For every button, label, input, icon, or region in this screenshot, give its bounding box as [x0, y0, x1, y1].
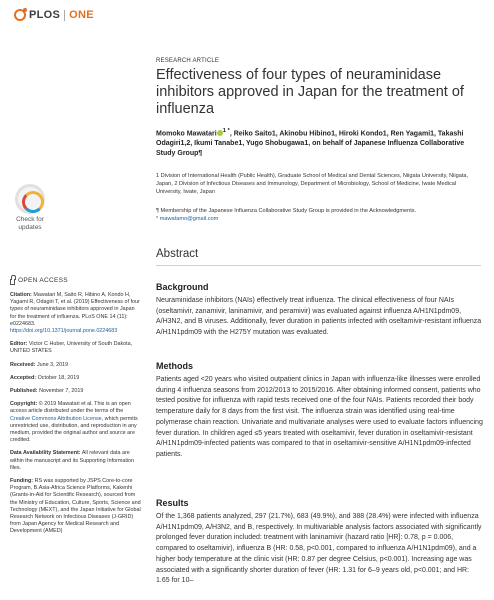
- journal-logo[interactable]: [14, 7, 94, 23]
- open-access-badge: [10, 277, 142, 285]
- article-info-sidebar: [10, 277, 142, 542]
- citation-label: Citation:: [10, 292, 32, 298]
- editor: [10, 341, 142, 355]
- results-text: Of the 1,368 patients analyzed, 297 (21.7%), 683 (49.9%), and 388 (28.4%) were infected with influenza A/H1N1pdm09, A/H3N2, and B, respectively. In multivariable analysis factors associated with significantly prolonged fever duration included: treatment with laninamivir (hazard ratio [HR]: 0.78, p = 0.006, compared to oseltamivir), influenza B (HR: 0.58, p<0.001, compared to influenza A/H1N1pdm09), and a higher body temperature at the clinic visit (HR: 0.87 per degree Celsius, p<0.001). Increasing age was associated with a significantly shorter duration of fever (HR: 1.31 for 6–9 years old, p<0.001; and HR: 1.65 for 10–: [156, 513, 482, 585]
- citation-text: Mawatari M, Saito R, Hibino A, Kondo H, Yagami R, Odagiri T, et al. (2019) Effectiveness of four types of neuraminidase inhibitors approved in Japan for the treatment of influenza. PLoS ONE 14 (11): e0224683.: [10, 292, 140, 327]
- accepted-date: [10, 375, 142, 382]
- published-value: November 7, 2019: [39, 388, 84, 395]
- copyright: [10, 401, 142, 444]
- background-heading: Background: [156, 282, 209, 292]
- accepted-label: Accepted:: [10, 374, 37, 381]
- accepted-value: October 18, 2019: [37, 374, 80, 381]
- membership-note: ¶ Membership of the Japanese Influenza Collaborative Study Group is provided in the Acknowledgments.: [156, 208, 417, 214]
- methods-heading: Methods: [156, 361, 193, 371]
- doi-link[interactable]: https://doi.org/10.1371/journal.pone.0224683: [10, 328, 118, 335]
- affiliations: 1 Division of International Health (Public Health), Graduate School of Medical and Dental Sciences, Niigata University, Niigata, Japan, 2 Division of Infectious Diseases and Immunology, Department of Microbiology, School of Medicine, Iwate Medical University, Iwate, Japan: [156, 173, 469, 195]
- copyright-text-1: © 2019 Mawatari et al. This is an open access article distributed under the terms of the: [10, 401, 131, 415]
- received-label: Received:: [10, 361, 36, 368]
- received-value: June 3, 2019: [36, 361, 69, 368]
- logo-plos-text: PLOS: [29, 9, 61, 21]
- open-lock-icon: [10, 279, 15, 285]
- author-first-sup: 1 *: [222, 128, 230, 134]
- published-label: Published:: [10, 388, 38, 395]
- data-availability-label: Data Availability Statement:: [10, 450, 81, 457]
- editor-text: Victor C Huber, University of South Dakota, UNITED STATES: [10, 341, 133, 355]
- abstract-heading: Abstract: [156, 248, 199, 260]
- copyright-text-2: , which permits unrestricted use, distribution, and reproduction in any medium, provided the original author and source are credited.: [10, 415, 138, 444]
- methods-text: Patients aged <20 years who visited outpatient clinics in Japan with influenza-like illnesses were enrolled during 4 influenza seasons from 2012/2013 to 2015/2016. After obtaining informed consent, patients who tested positive for influenza with rapid tests received one of the four NAIs. Patients recorded their body temperature daily for 8 days from the first visit. The influenza strain was identified using real-time polymerase chain reaction. Univariate and multivariate analyses were used to evaluate factors influencing fever duration. In children aged ≤5 years treated with oseltamivir, fever duration in oseltamivir-resistant A/H1N1pdm09-infected patients was compared to that in oseltamivir-sensitive A/H1N1pdm09-infected patients.: [156, 376, 483, 458]
- check-updates-label: Check for updates: [16, 216, 44, 231]
- published-date: [10, 388, 142, 395]
- open-access-label: OPEN ACCESS: [18, 277, 68, 285]
- check-for-updates-button[interactable]: [10, 184, 50, 240]
- abstract-divider: [156, 265, 481, 266]
- article-type: RESEARCH ARTICLE: [156, 58, 220, 64]
- results-heading: Results: [156, 498, 189, 508]
- author-notes: [156, 207, 476, 223]
- corresponding-email[interactable]: * mawatamo@gmail.com: [156, 216, 219, 222]
- check-updates-icon: [15, 184, 45, 214]
- funding: [10, 478, 142, 536]
- funding-text: RS was supported by JSPS Core-to-core Program, B.Asia-Africa Science Platforms, Kakenhi (Grants-in-Aid for Scientific Research), sourced from the Ministry of Education, Culture, Sports, Science and Technology (MEXT), and the Japan Initiative for Global Research Network on Infectious Diseases (J-GRID) from Japan Agency for Medical Research and Development (AMED): [10, 478, 141, 535]
- author-rest[interactable]: , Reiko Saito1, Akinobu Hibino1, Hiroki Kondo1, Ren Yagami1, Takashi Odagiri1,2, Ikumi Tanabe1, Yugo Shobugawa1, on behalf of Japanese Influenza Collaborative Study Group¶: [156, 130, 465, 158]
- logo-divider: [64, 10, 65, 21]
- data-availability: [10, 450, 142, 472]
- license-link[interactable]: Creative Commons Attribution License: [10, 415, 102, 422]
- author-list: [156, 126, 476, 159]
- copyright-label: Copyright:: [10, 401, 38, 408]
- logo-one-text: ONE: [69, 9, 94, 21]
- article-title: Effectiveness of four types of neuraminidase inhibitors approved in Japan for the treatment of influenza: [156, 67, 464, 117]
- funding-label: Funding:: [10, 478, 34, 485]
- author-first[interactable]: Momoko Mawatari: [156, 130, 217, 138]
- citation: [10, 292, 142, 335]
- received-date: [10, 362, 142, 369]
- editor-label: Editor:: [10, 341, 28, 348]
- background-text: Neuraminidase inhibitors (NAIs) effectively treat influenza. The clinical effectiveness of four NAIs (oseltamivir, zanamivir, laninamivir, and peramivir) was evaluated against influenza A/H1N1pdm09, A/H3N2, and B viruses. Additionally, fever duration in patients infected with oseltamivir-resistant influenza A/H1N1pdm09 with the H275Y mutation was evaluated.: [156, 297, 482, 337]
- plos-logo-icon: [14, 9, 26, 21]
- data-availability-text: All relevant data are within the manuscript and its Supporting Information files.: [10, 450, 135, 471]
